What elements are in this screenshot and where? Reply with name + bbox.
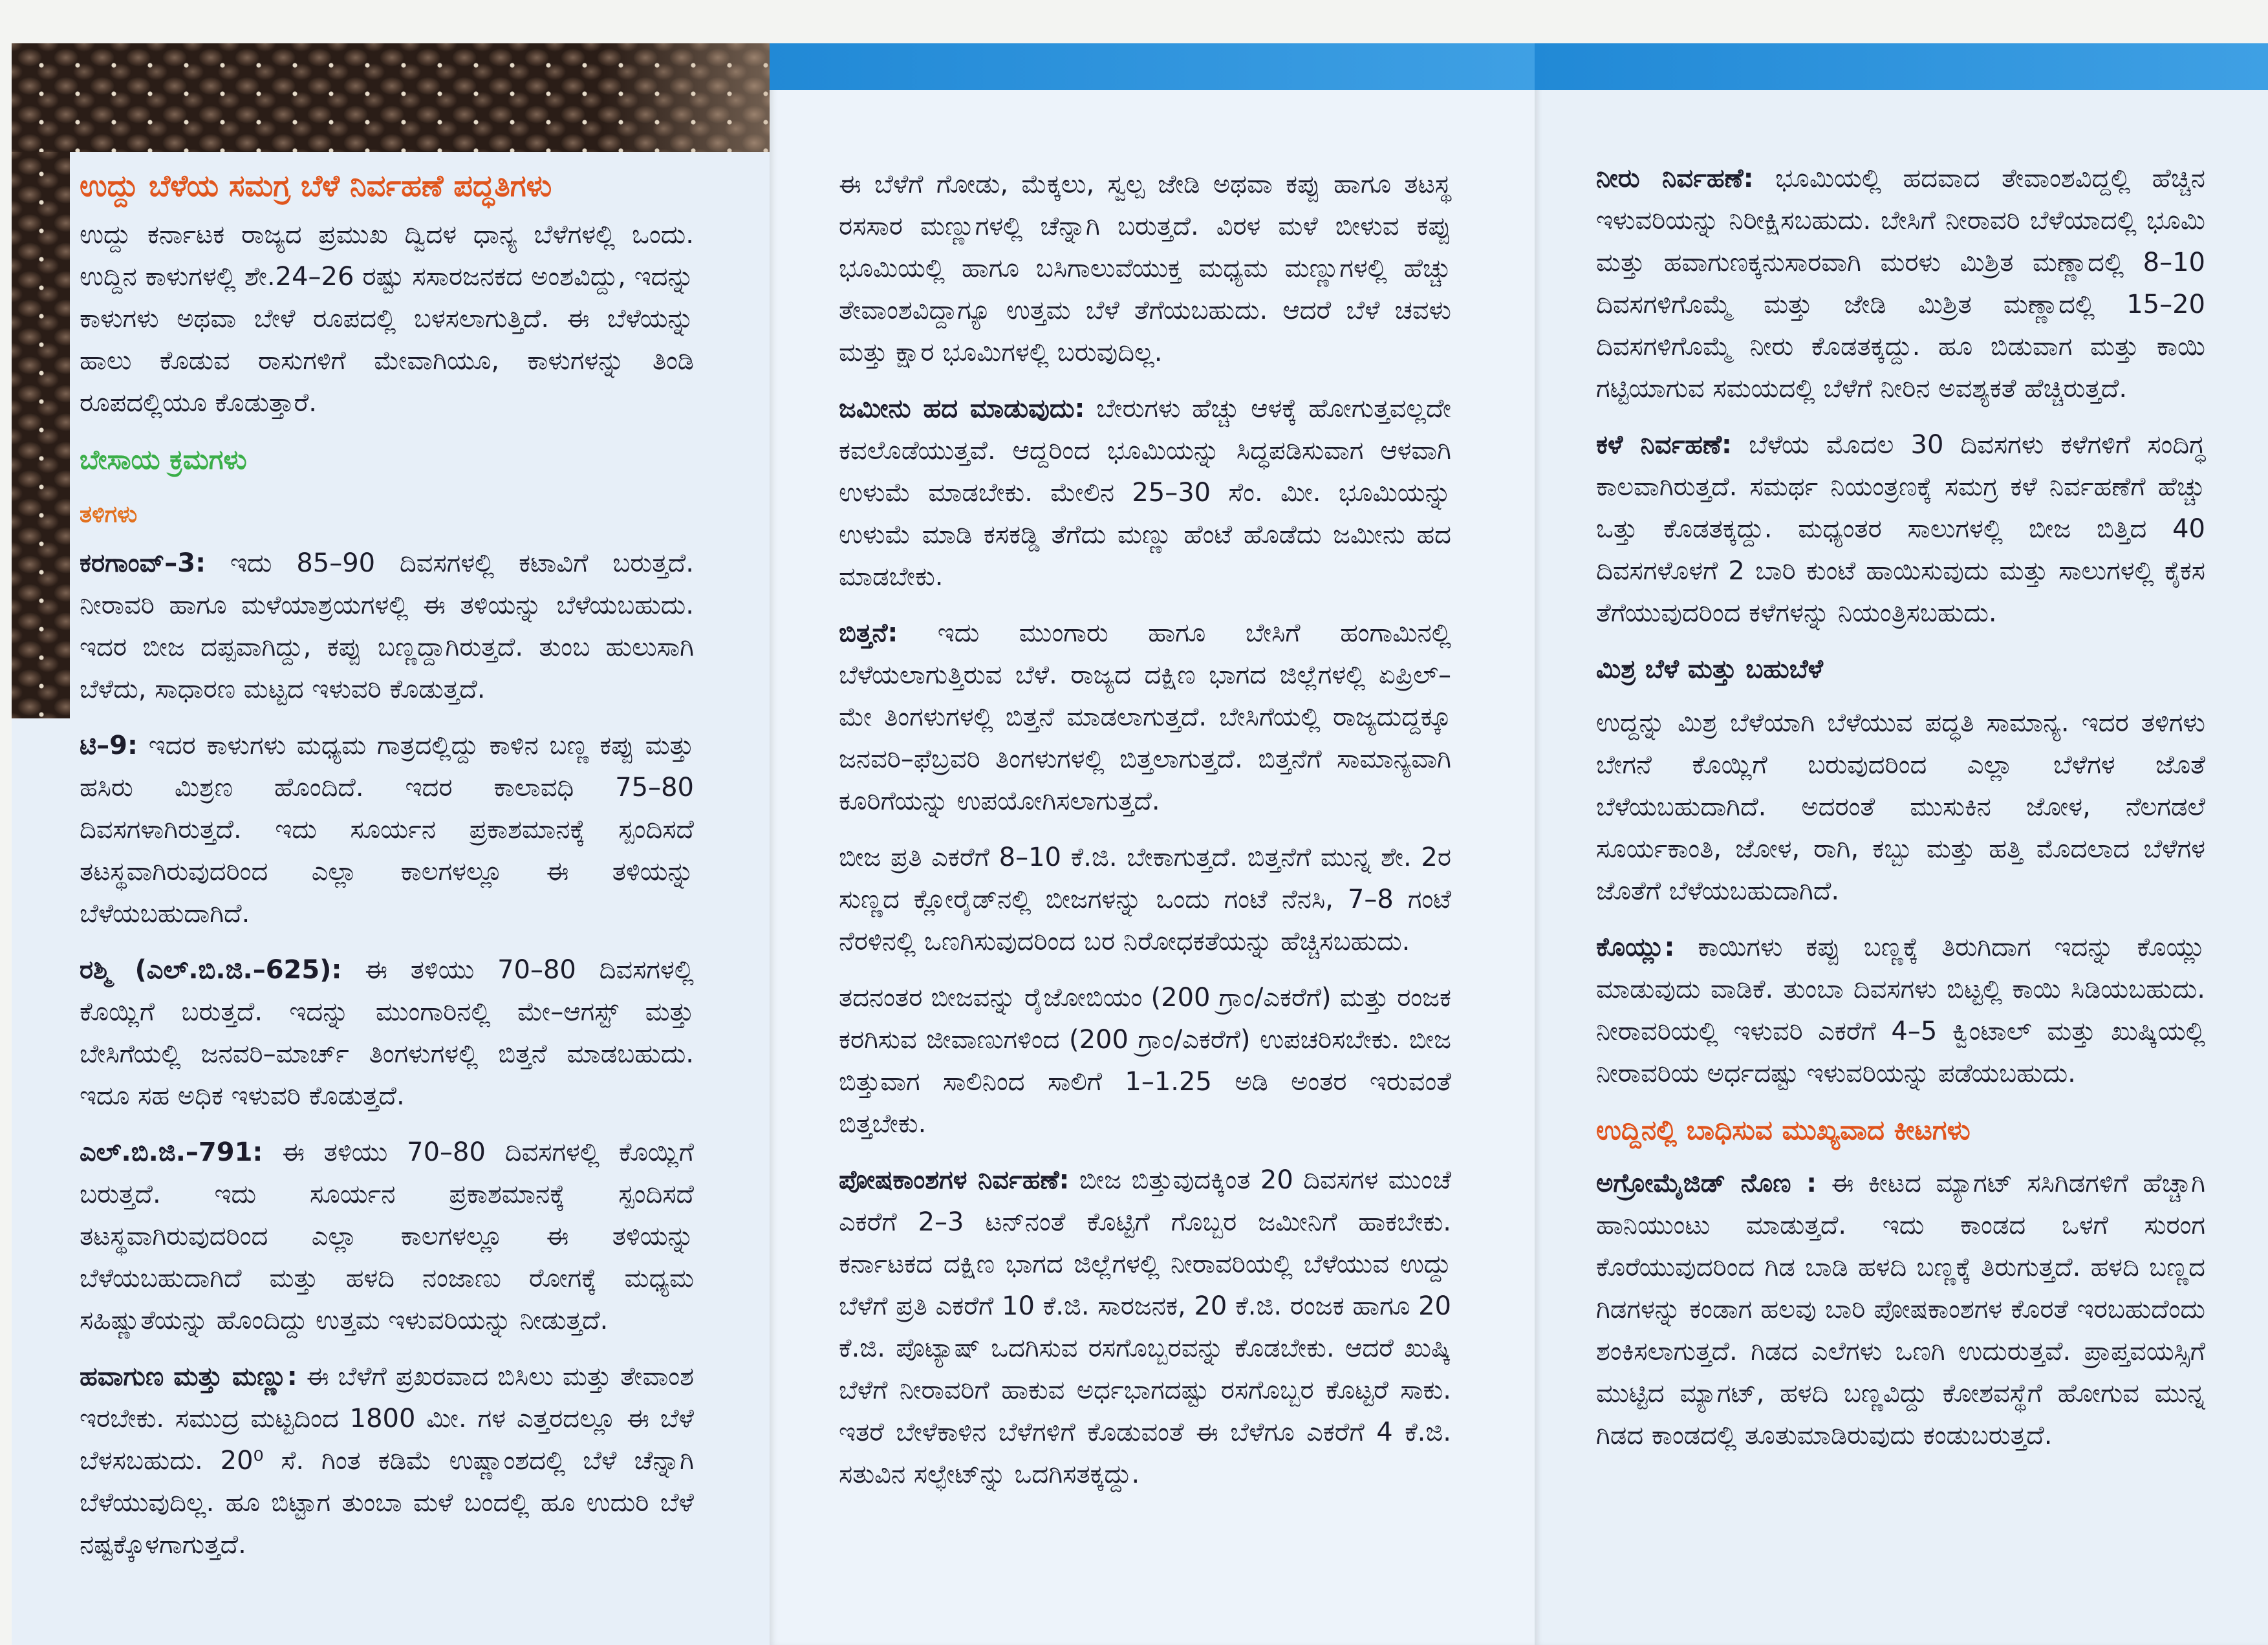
mixed-cropping-heading: ಮಿಶ್ರ ಬೆಳೆ ಮತ್ತು ಬಹುಬೆಳೆ	[1596, 654, 1823, 684]
climate-soil-paragraph	[80, 1356, 694, 1566]
seed-treatment-paragraph: ತದನಂತರ ಬೀಜವನ್ನು ರೈಜೋಬಿಯಂ (200 ಗ್ರಾಂ/ಎಕರೆಗೆ) ಮತ್ತು ರಂಜಕ ಕರಗಿಸುವ ಜೀವಾಣುಗಳಿಂದ (200 ಗ್ರಾಂ/ಎಕರೆಗೆ) ಉಪಚರಿಸಬೇಕು. ಬೀಜ ಬಿತ್ತುವಾಗ ಸಾಲಿನಿಂದ ಸಾಲಿಗೆ 1–1.25 ಅಡಿ ಅಂತರ ಇರುವಂತೆ ಬಿತ್ತಬೇಕು.	[839, 983, 1451, 1139]
variety-lbg-791-text: ಈ ತಳಿಯು 70–80 ದಿವಸಗಳಲ್ಲಿ ಕೊಯ್ಲಿಗೆ ಬರುತ್ತದೆ. ಇದು ಸೂರ್ಯನ ಪ್ರಕಾಶಮಾನಕ್ಕೆ ಸ್ಪಂದಿಸದೆ ತಟಸ್ಥವಾಗಿರುವುದರಿಂದ ಎಲ್ಲಾ ಕಾಲಗಳಲ್ಲೂ ಈ ತಳಿಯನ್ನು ಬೆಳೆಯಬಹುದಾಗಿದೆ ಮತ್ತು ಹಳದಿ ನಂಜಾಣು ರೋಗಕ್ಕೆ ಮಧ್ಯಮ ಸಹಿಷ್ಣುತೆಯನ್ನು ಹೊಂದಿದ್ದು ಉತ್ತಮ ಇಳುವರಿಯನ್ನು ನೀಡುತ್ತದೆ.	[80, 1137, 694, 1335]
variety-karagaon-3	[80, 543, 694, 711]
variety-karagaon-3-label: ಕರಗಾಂವ್–3:	[80, 548, 206, 578]
variety-t9-label: ಟಿ–9:	[80, 731, 138, 760]
agromyzid-fly-text: ಈ ಕೀಟದ ಮ್ಯಾಗಟ್ ಸಸಿಗಿಡಗಳಿಗೆ ಹೆಚ್ಚಾಗಿ ಹಾನಿಯುಂಟು ಮಾಡುತ್ತದೆ. ಇದು ಕಾಂಡದ ಒಳಗೆ ಸುರಂಗ ಕೊರೆಯುವುದರಿಂದ ಗಿಡ ಬಾಡಿ ಹಳದಿ ಬಣ್ಣಕ್ಕೆ ತಿರುಗುತ್ತದೆ. ಹಳದಿ ಬಣ್ಣದ ಗಿಡಗಳನ್ನು ಕಂಡಾಗ ಹಲವು ಬಾರಿ ಪೋಷಕಾಂಶಗಳ ಕೊರತೆ ಇರಬಹುದೆಂದು ಶಂಕಿಸಲಾಗುತ್ತದೆ. ಗಿಡದ ಎಲೆಗಳು ಒಣಗಿ ಉದುರುತ್ತವೆ. ಪ್ರಾಪ್ತವಯಸ್ಸಿಗೆ ಮುಟ್ಟಿದ ಮ್ಯಾಗಟ್, ಹಳದಿ ಬಣ್ಣವಿದ್ದು ಕೋಶವಸ್ಥೆಗೆ ಹೋಗುವ ಮುನ್ನ ಗಿಡದ ಕಾಂಡದಲ್ಲಿ ತೂತುಮಾಡಿರುವುದು ಕಂಡುಬರುತ್ತದೆ.	[1596, 1168, 2205, 1450]
middle-top-blue-bar	[770, 43, 1535, 90]
variety-rashmi-text: ಈ ತಳಿಯು 70–80 ದಿವಸಗಳಲ್ಲಿ ಕೊಯ್ಲಿಗೆ ಬರುತ್ತದೆ. ಇದನ್ನು ಮುಂಗಾರಿನಲ್ಲಿ ಮೇ–ಆಗಸ್ಟ್ ಮತ್ತು ಬೇಸಿಗೆಯಲ್ಲಿ ಜನವರಿ–ಮಾರ್ಚ್ ತಿಂಗಳುಗಳಲ್ಲಿ ಬಿತ್ತನೆ ಮಾಡಬಹುದು. ಇದೂ ಸಹ ಅಧಿಕ ಇಳುವರಿ ಕೊಡುತ್ತದೆ.	[80, 955, 694, 1111]
land-preparation-text: ಬೇರುಗಳು ಹೆಚ್ಚು ಆಳಕ್ಕೆ ಹೋಗುತ್ತವಲ್ಲದೇ ಕವಲೊಡೆಯುತ್ತವೆ. ಆದ್ದರಿಂದ ಭೂಮಿಯನ್ನು ಸಿದ್ಧಪಡಿಸುವಾಗ ಆಳವಾಗಿ ಉಳುಮೆ ಮಾಡಬೇಕು. ಮೇಲಿನ 25–30 ಸೆಂ. ಮೀ. ಭೂಮಿಯನ್ನು ಉಳುಮೆ ಮಾಡಿ ಕಸಕಡ್ಡಿ ತೆಗೆದು ಮಣ್ಣು ಹೆಂಟೆ ಹೊಡೆದು ಜಮೀನು ಹದ ಮಾಡಬೇಕು.	[839, 394, 1451, 592]
agromyzid-fly-label: ಅಗ್ರೋಮೈಜಿಡ್ ನೊಣ :	[1596, 1168, 1817, 1198]
black-gram-seeds-photo-strip	[12, 152, 70, 718]
seed-rate-paragraph: ಬೀಜ ಪ್ರತಿ ಎಕರೆಗೆ 8–10 ಕೆ.ಜಿ. ಬೇಕಾಗುತ್ತದೆ. ಬಿತ್ತನೆಗೆ ಮುನ್ನ ಶೇ. 2ರ ಸುಣ್ಣದ ಕ್ಲೋರೈಡ್‌ನಲ್ಲಿ ಬೀಜಗಳನ್ನು ಒಂದು ಗಂಟೆ ನೆನಸಿ, 7–8 ಗಂಟೆ ನೆರಳಿನಲ್ಲಿ ಒಣಗಿಸುವುದರಿಂದ ಬರ ನಿರೋಧಕತೆಯನ್ನು ಹೆಚ್ಚಿಸಬಹುದು.	[839, 843, 1451, 956]
right-text-column	[1596, 158, 2205, 1471]
water-management-label: ನೀರು ನಿರ್ವಹಣೆ:	[1596, 164, 1754, 193]
weed-management-label: ಕಳೆ ನಿರ್ವಹಣೆ:	[1596, 430, 1733, 460]
variety-karagaon-3-text: ಇದು 85–90 ದಿವಸಗಳಲ್ಲಿ ಕಟಾವಿಗೆ ಬರುತ್ತದೆ. ನೀರಾವರಿ ಹಾಗೂ ಮಳೆಯಾಶ್ರಯಗಳಲ್ಲಿ ಈ ತಳಿಯನ್ನು ಬೆಳೆಯಬಹುದು. ಇದರ ಬೀಜ ದಪ್ಪವಾಗಿದ್ದು, ಕಪ್ಪು ಬಣ್ಣದ್ದಾಗಿರುತ್ತದೆ. ತುಂಬ ಹುಲುಸಾಗಿ ಬೆಳೆದು, ಸಾಧಾರಣ ಮಟ್ಟದ ಇಳುವರಿ ಕೊಡುತ್ತದೆ.	[80, 548, 695, 704]
harvest-label: ಕೊಯ್ಲು:	[1596, 932, 1675, 962]
black-gram-seeds-photo	[12, 43, 770, 152]
left-panel	[12, 43, 770, 1645]
varieties-heading: ತಳಿಗಳು	[80, 501, 138, 528]
intro-paragraph: ಉದ್ದು ಕರ್ನಾಟಕ ರಾಜ್ಯದ ಪ್ರಮುಖ ದ್ವಿದಳ ಧಾನ್ಯ ಬೆಳೆಗಳಲ್ಲಿ ಒಂದು. ಉದ್ದಿನ ಕಾಳುಗಳಲ್ಲಿ ಶೇ.24–26 ರಷ್ಟು ಸಸಾರಜನಕದ ಅಂಶವಿದ್ದು, ಇದನ್ನು ಕಾಳುಗಳು ಅಥವಾ ಬೇಳೆ ರೂಪದಲ್ಲಿ ಬಳಸಲಾಗುತ್ತಿದೆ. ಈ ಬೆಳೆಯನ್ನು ಹಾಲು ಕೊಡುವ ರಾಸುಗಳಿಗೆ ಮೇವಾಗಿಯೂ, ಕಾಳುಗಳನ್ನು ತಿಂಡಿ ರೂಪದಲ್ಲಿಯೂ ಕೊಡುತ್ತಾರೆ.	[80, 220, 694, 418]
nutrient-management-paragraph	[839, 1159, 1451, 1496]
middle-panel	[770, 43, 1535, 1645]
weed-management-text: ಬೆಳೆಯ ಮೊದಲ 30 ದಿವಸಗಳು ಕಳೆಗಳಿಗೆ ಸಂದಿಗ್ಧ ಕಾಲವಾಗಿರುತ್ತದೆ. ಸಮರ್ಥ ನಿಯಂತ್ರಣಕ್ಕೆ ಸಮಗ್ರ ಕಳೆ ನಿರ್ವಹಣೆಗೆ ಹೆಚ್ಚು ಒತ್ತು ಕೊಡತಕ್ಕದ್ದು. ಮಧ್ಯಂತರ ಸಾಲುಗಳಲ್ಲಿ ಬೀಜ ಬಿತ್ತಿದ 40 ದಿವಸಗಳೊಳಗೆ 2 ಬಾರಿ ಕುಂಟೆ ಹಾಯಿಸುವುದು ಮತ್ತು ಸಾಲುಗಳಲ್ಲಿ ಕೈಕಸ ತೆಗೆಯುವುದರಿಂದ ಕಳೆಗಳನ್ನು ನಿಯಂತ್ರಿಸಬಹುದು.	[1596, 430, 2205, 628]
right-top-blue-bar	[1535, 43, 2268, 90]
sowing-text: ಇದು ಮುಂಗಾರು ಹಾಗೂ ಬೇಸಿಗೆ ಹಂಗಾಮಿನಲ್ಲಿ ಬೆಳೆಯಲಾಗುತ್ತಿರುವ ಬೆಳೆ. ರಾಜ್ಯದ ದಕ್ಷಿಣ ಭಾಗದ ಜಿಲ್ಲೆಗಳಲ್ಲಿ ಏಪ್ರಿಲ್–ಮೇ ತಿಂಗಳುಗಳಲ್ಲಿ ಬಿತ್ತನೆ ಮಾಡಲಾಗುತ್ತದೆ. ಬೇಸಿಗೆಯಲ್ಲಿ ರಾಜ್ಯದುದ್ದಕ್ಕೂ ಜನವರಿ–ಫೆಬ್ರವರಿ ತಿಂಗಳುಗಳಲ್ಲಿ ಬಿತ್ತಲಾಗುತ್ತದೆ. ಬಿತ್ತನೆಗೆ ಸಾಮಾನ್ಯವಾಗಿ ಕೂರಿಗೆಯನ್ನು ಉಪಯೋಗಿಸಲಾಗುತ್ತದೆ.	[839, 618, 1451, 816]
mixed-cropping-paragraph: ಉದ್ದನ್ನು ಮಿಶ್ರ ಬೆಳೆಯಾಗಿ ಬೆಳೆಯುವ ಪದ್ಧತಿ ಸಾಮಾನ್ಯ. ಇದರ ತಳಿಗಳು ಬೇಗನೆ ಕೊಯ್ಲಿಗೆ ಬರುವುದರಿಂದ ಎಲ್ಲಾ ಬೆಳೆಗಳ ಜೊತೆ ಬೆಳೆಯಬಹುದಾಗಿದೆ. ಅದರಂತೆ ಮುಸುಕಿನ ಜೋಳ, ನೆಲಗಡಲೆ ಸೂರ್ಯಕಾಂತಿ, ಜೋಳ, ರಾಗಿ, ಕಬ್ಬು ಮತ್ತು ಹತ್ತಿ ಮೊದಲಾದ ಬೆಳೆಗಳ ಜೊತೆಗೆ ಬೆಳೆಯಬಹುದಾಗಿದೆ.	[1596, 708, 2205, 906]
soil-paragraph: ಈ ಬೆಳೆಗೆ ಗೋಡು, ಮೆಕ್ಕಲು, ಸ್ವಲ್ಪ ಜೇಡಿ ಅಥವಾ ಕಪ್ಪು ಹಾಗೂ ತಟಸ್ಥ ರಸಸಾರ ಮಣ್ಣುಗಳಲ್ಲಿ ಚೆನ್ನಾಗಿ ಬರುತ್ತದೆ. ವಿರಳ ಮಳೆ ಬೀಳುವ ಕಪ್ಪು ಭೂಮಿಯಲ್ಲಿ ಹಾಗೂ ಬಸಿಗಾಲುವೆಯುಕ್ತ ಮಧ್ಯಮ ಮಣ್ಣುಗಳಲ್ಲಿ ಹೆಚ್ಚು ತೇವಾಂಶವಿದ್ದಾಗ್ಯೂ ಉತ್ತಮ ಬೆಳೆ ತೆಗೆಯಬಹುದು. ಆದರೆ ಬೆಳೆ ಚವಳು ಮತ್ತು ಕ್ಷಾರ ಭೂಮಿಗಳಲ್ಲಿ ಬರುವುದಿಲ್ಲ.	[839, 169, 1451, 367]
agromyzid-fly-paragraph	[1596, 1163, 2205, 1457]
land-preparation-paragraph	[839, 388, 1451, 598]
harvest-text: ಕಾಯಿಗಳು ಕಪ್ಪು ಬಣ್ಣಕ್ಕೆ ತಿರುಗಿದಾಗ ಇದನ್ನು ಕೊಯ್ಲು ಮಾಡುವುದು ವಾಡಿಕೆ. ತುಂಬಾ ದಿವಸಗಳು ಬಿಟ್ಟಲ್ಲಿ ಕಾಯಿ ಸಿಡಿಯಬಹುದು. ನೀರಾವರಿಯಲ್ಲಿ ಇಳುವರಿ ಎಕರೆಗೆ 4–5 ಕ್ವಿಂಟಾಲ್ ಮತ್ತು ಖುಷ್ಕಿಯಲ್ಲಿ ನೀರಾವರಿಯ ಅರ್ಧದಷ್ಟು ಇಳುವರಿಯನ್ನು ಪಡೆಯಬಹುದು.	[1596, 932, 2206, 1088]
variety-lbg-791-label: ಎಲ್.ಬಿ.ಜಿ.–791:	[80, 1137, 263, 1167]
sowing-paragraph	[839, 612, 1451, 822]
water-management-text: ಭೂಮಿಯಲ್ಲಿ ಹದವಾದ ತೇವಾಂಶವಿದ್ದಲ್ಲಿ ಹೆಚ್ಚಿನ ಇಳುವರಿಯನ್ನು ನಿರೀಕ್ಷಿಸಬಹುದು. ಬೇಸಿಗೆ ನೀರಾವರಿ ಬೆಳೆಯಾದಲ್ಲಿ ಭೂಮಿ ಮತ್ತು ಹವಾಗುಣಕ್ಕನುಸಾರವಾಗಿ ಮರಳು ಮಿಶ್ರಿತ ಮಣ್ಣಾದಲ್ಲಿ 8–10 ದಿವಸಗಳಿಗೊಮ್ಮೆ ಮತ್ತು ಜೇಡಿ ಮಿಶ್ರಿತ ಮಣ್ಣಾದಲ್ಲಿ 15–20 ದಿವಸಗಳಿಗೊಮ್ಮೆ ನೀರು ಕೊಡತಕ್ಕದ್ದು. ಹೂ ಬಿಡುವಾಗ ಮತ್ತು ಕಾಯಿ ಗಟ್ಟಿಯಾಗುವ ಸಮಯದಲ್ಲಿ ಬೆಳೆಗೆ ನೀರಿನ ಅವಶ್ಯಕತೆ ಹೆಚ್ಚಿರುತ್ತದೆ.	[1596, 164, 2205, 403]
water-management-paragraph	[1596, 158, 2205, 410]
harvest-paragraph	[1596, 927, 2205, 1095]
weed-management-paragraph	[1596, 424, 2205, 634]
variety-t9	[80, 725, 694, 935]
sowing-label: ಬಿತ್ತನೆ:	[839, 618, 898, 648]
middle-text-column	[839, 164, 1451, 1510]
variety-rashmi-label: ರಶ್ಮಿ (ಎಲ್.ಬಿ.ಜಿ.–625):	[80, 955, 342, 985]
climate-soil-label: ಹವಾಗುಣ ಮತ್ತು ಮಣ್ಣು:	[80, 1362, 297, 1392]
left-text-column	[80, 165, 694, 1580]
pests-heading: ಉದ್ದಿನಲ್ಲಿ ಬಾಧಿಸುವ ಮುಖ್ಯವಾದ ಕೀಟಗಳು	[1596, 1114, 1971, 1146]
climate-soil-text: ಈ ಬೆಳೆಗೆ ಪ್ರಖರವಾದ ಬಿಸಿಲು ಮತ್ತು ತೇವಾಂಶ ಇರಬೇಕು. ಸಮುದ್ರ ಮಟ್ಟದಿಂದ 1800 ಮೀ. ಗಳ ಎತ್ತರದಲ್ಲೂ ಈ ಬೆಳೆ ಬೆಳಸಬಹುದು. 20⁰ ಸೆ. ಗಿಂತ ಕಡಿಮೆ ಉಷ್ಣಾಂಶದಲ್ಲಿ ಬೆಳೆ ಚೆನ್ನಾಗಿ ಬೆಳೆಯುವುದಿಲ್ಲ. ಹೂ ಬಿಟ್ಟಾಗ ತುಂಬಾ ಮಳೆ ಬಂದಲ್ಲಿ ಹೂ ಉದುರಿ ಬೆಳೆ ನಷ್ಟಕ್ಕೊಳಗಾಗುತ್ತದೆ.	[80, 1362, 694, 1560]
right-panel	[1535, 43, 2268, 1645]
brochure-title: ಉದ್ದು ಬೆಳೆಯ ಸಮಗ್ರ ಬೆಳೆ ನಿರ್ವಹಣೆ ಪದ್ಧತಿಗಳು	[80, 168, 552, 203]
nutrient-management-text: ಬೀಜ ಬಿತ್ತುವುದಕ್ಕಿಂತ 20 ದಿವಸಗಳ ಮುಂಚೆ ಎಕರೆಗೆ 2–3 ಟನ್‌ನಂತೆ ಕೊಟ್ಟಿಗೆ ಗೊಬ್ಬರ ಜಮೀನಿಗೆ ಹಾಕಬೇಕು. ಕರ್ನಾಟಕದ ದಕ್ಷಿಣ ಭಾಗದ ಜಿಲ್ಲೆಗಳಲ್ಲಿ ನೀರಾವರಿಯಲ್ಲಿ ಬೆಳೆಯುವ ಉದ್ದು ಬೆಳೆಗೆ ಪ್ರತಿ ಎಕರೆಗೆ 10 ಕೆ.ಜಿ. ಸಾರಜನಕ, 20 ಕೆ.ಜಿ. ರಂಜಕ ಹಾಗೂ 20 ಕೆ.ಜಿ. ಪೊಟ್ಯಾಷ್ ಒದಗಿಸುವ ರಸಗೊಬ್ಬರವನ್ನು ಕೊಡಬೇಕು. ಆದರೆ ಖುಷ್ಕಿ ಬೆಳೆಗೆ ನೀರಾವರಿಗೆ ಹಾಕುವ ಅರ್ಧಭಾಗದಷ್ಟು ರಸಗೊಬ್ಬರ ಕೊಟ್ಟರೆ ಸಾಕು. ಇತರೆ ಬೇಳೆಕಾಳಿನ ಬೆಳೆಗಳಿಗೆ ಕೊಡುವಂತೆ ಈ ಬೆಳೆಗೂ ಎಕರೆಗೆ 4 ಕೆ.ಜಿ. ಸತುವಿನ ಸಲ್ಫೇಟ್‌ನ್ನು ಒದಗಿಸತಕ್ಕದ್ದು.	[839, 1165, 1452, 1489]
variety-rashmi	[80, 949, 694, 1117]
nutrient-management-label: ಪೋಷಕಾಂಶಗಳ ನಿರ್ವಹಣೆ:	[839, 1165, 1070, 1195]
land-preparation-label: ಜಮೀನು ಹದ ಮಾಡುವುದು:	[839, 394, 1085, 424]
variety-lbg-791	[80, 1132, 694, 1342]
variety-t9-text: ಇದರ ಕಾಳುಗಳು ಮಧ್ಯಮ ಗಾತ್ರದಲ್ಲಿದ್ದು ಕಾಳಿನ ಬಣ್ಣ ಕಪ್ಪು ಮತ್ತು ಹಸಿರು ಮಿಶ್ರಣ ಹೊಂದಿದೆ. ಇದರ ಕಾಲಾವಧಿ 75–80 ದಿವಸಗಳಾಗಿರುತ್ತದೆ. ಇದು ಸೂರ್ಯನ ಪ್ರಕಾಶಮಾನಕ್ಕೆ ಸ್ಪಂದಿಸದೆ ತಟಸ್ಥವಾಗಿರುವುದರಿಂದ ಎಲ್ಲಾ ಕಾಲಗಳಲ್ಲೂ ಈ ತಳಿಯನ್ನು ಬೆಳೆಯಬಹುದಾಗಿದೆ.	[80, 731, 694, 929]
cultivation-practices-heading: ಬೇಸಾಯ ಕ್ರಮಗಳು	[80, 444, 247, 475]
